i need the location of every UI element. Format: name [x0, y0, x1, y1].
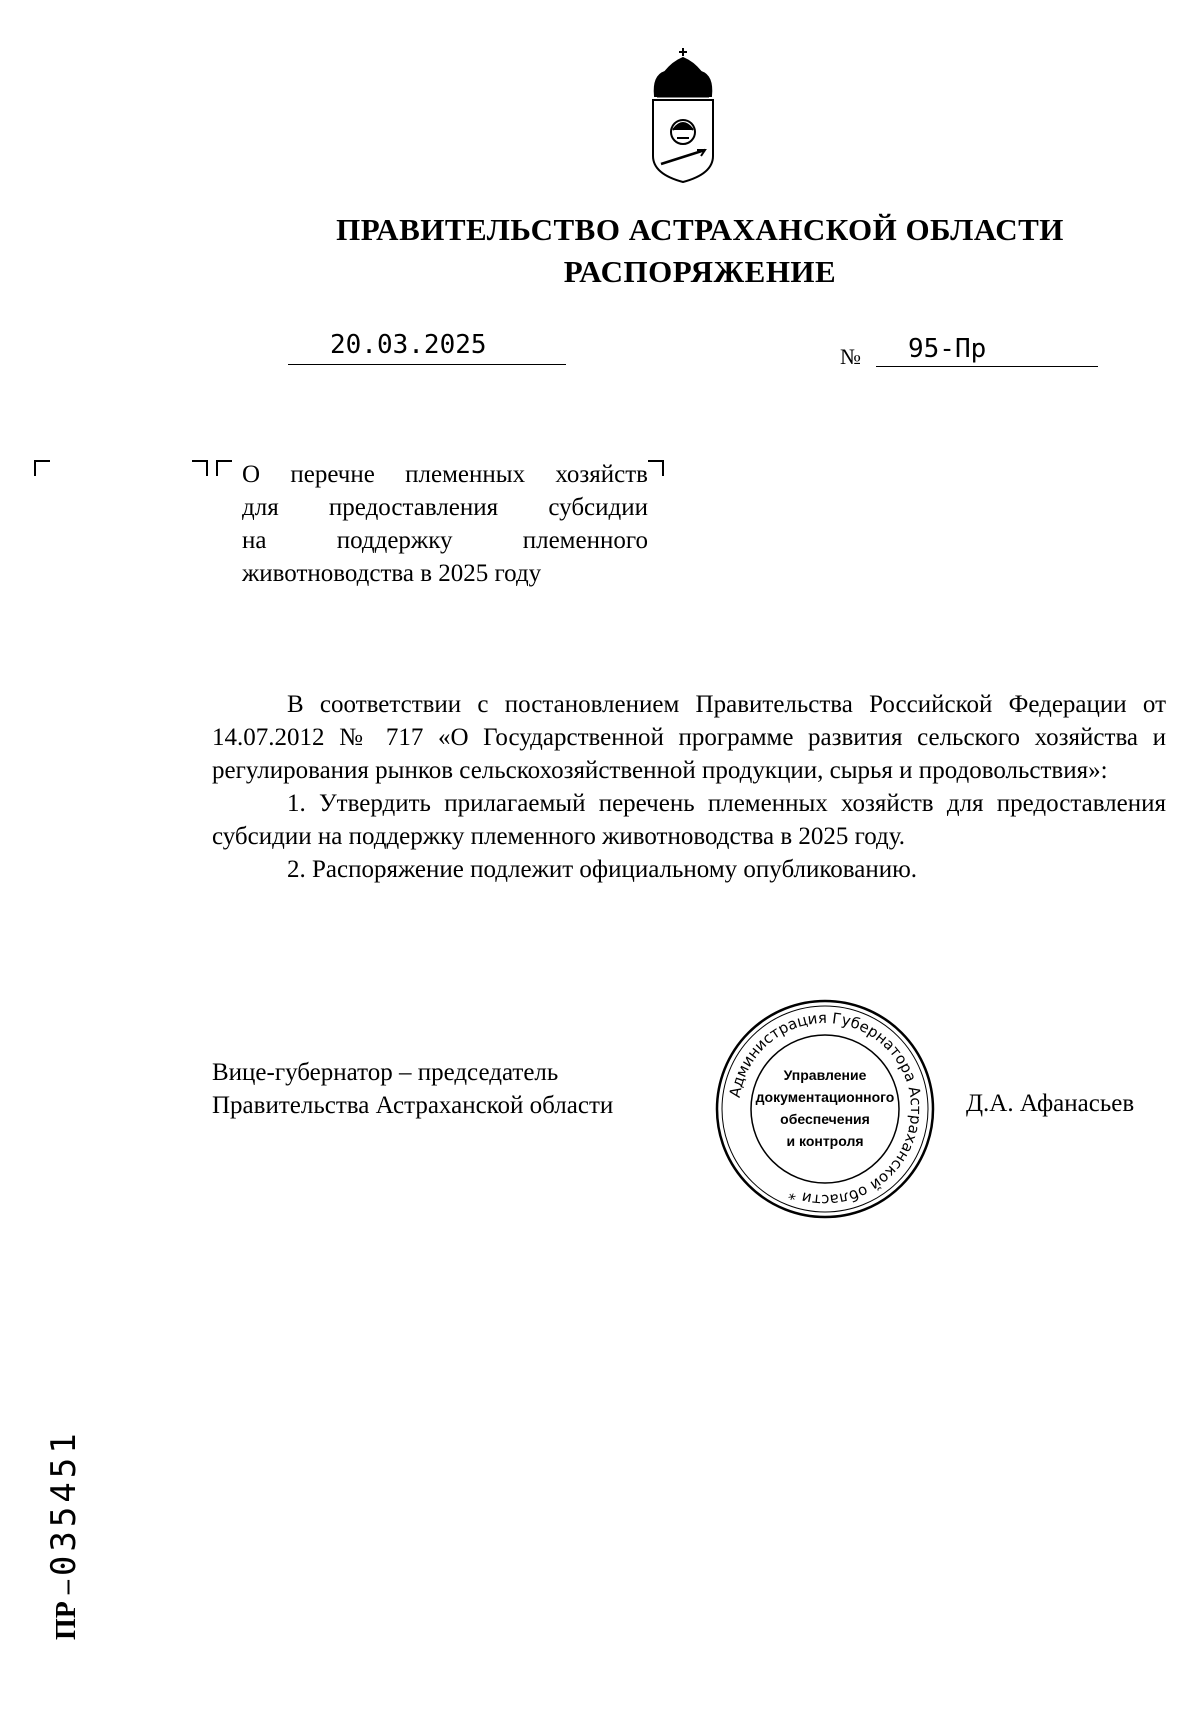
subject-line: на поддержку племенного — [242, 527, 648, 554]
stamp-center-line: обеспечения — [780, 1111, 870, 1127]
signatory-role-line: Вице-губернатор – председатель — [212, 1059, 559, 1086]
margin-registration-code — [44, 1429, 84, 1640]
subject-line: для предоставления субсидии — [242, 494, 648, 521]
stamp-center-line: и контроля — [786, 1133, 864, 1149]
organization-title: ПРАВИТЕЛЬСТВО АСТРАХАНСКОЙ ОБЛАСТИ — [336, 212, 1064, 247]
subject-corner-mark — [648, 460, 664, 476]
signatory-name: Д.А. Афанасьев — [966, 1090, 1135, 1117]
document-date: 20.03.2025 — [330, 330, 487, 360]
subject-line: О перечне племенных хозяйств — [242, 461, 648, 488]
body-intro-paragraph: В соответствии с постановлением Правительства Российской Федерации от 14.07.2012 № 717 «О Государственной программе развития сельского хозяйства и регулирования рынков сельскохозяйственной продукции, сырья и продовольствия»: — [212, 691, 1166, 784]
margin-corner-mark — [34, 460, 50, 476]
document-number: 95-Пр — [908, 334, 987, 364]
date-underline — [288, 364, 566, 365]
stamp-ring-text: Администрация Губернатора Астраханской области * — [725, 1008, 926, 1210]
subject-line: животноводства в 2025 году — [242, 560, 542, 587]
margin-code-number: 035451 — [44, 1429, 84, 1577]
document-subject — [242, 458, 648, 590]
svg-text:Администрация Губернатора Астр — [726, 1009, 925, 1209]
stamp-center-line: документационного — [755, 1089, 895, 1105]
subject-corner-mark — [192, 460, 208, 476]
document-type-title: РАСПОРЯЖЕНИЕ — [563, 254, 837, 289]
coat-of-arms-emblem — [643, 46, 723, 186]
signatory-role-line: Правительства Астраханской области — [212, 1092, 614, 1119]
number-sign: № — [840, 344, 861, 369]
stamp-center-line: Управление — [783, 1067, 867, 1083]
body-item-1: 1. Утвердить прилагаемый перечень племенных хозяйств для предоставления субсидии на поддержку племенного животноводства в 2025 году. — [212, 790, 1166, 850]
body-item-2: 2. Распоряжение подлежит официальному опубликованию. — [287, 856, 918, 883]
margin-code-prefix: ПР – — [51, 1580, 82, 1640]
number-underline — [876, 366, 1098, 367]
signatory-role — [212, 1056, 613, 1122]
document-body — [212, 688, 1166, 886]
subject-corner-mark — [216, 460, 232, 476]
official-stamp — [712, 996, 938, 1222]
